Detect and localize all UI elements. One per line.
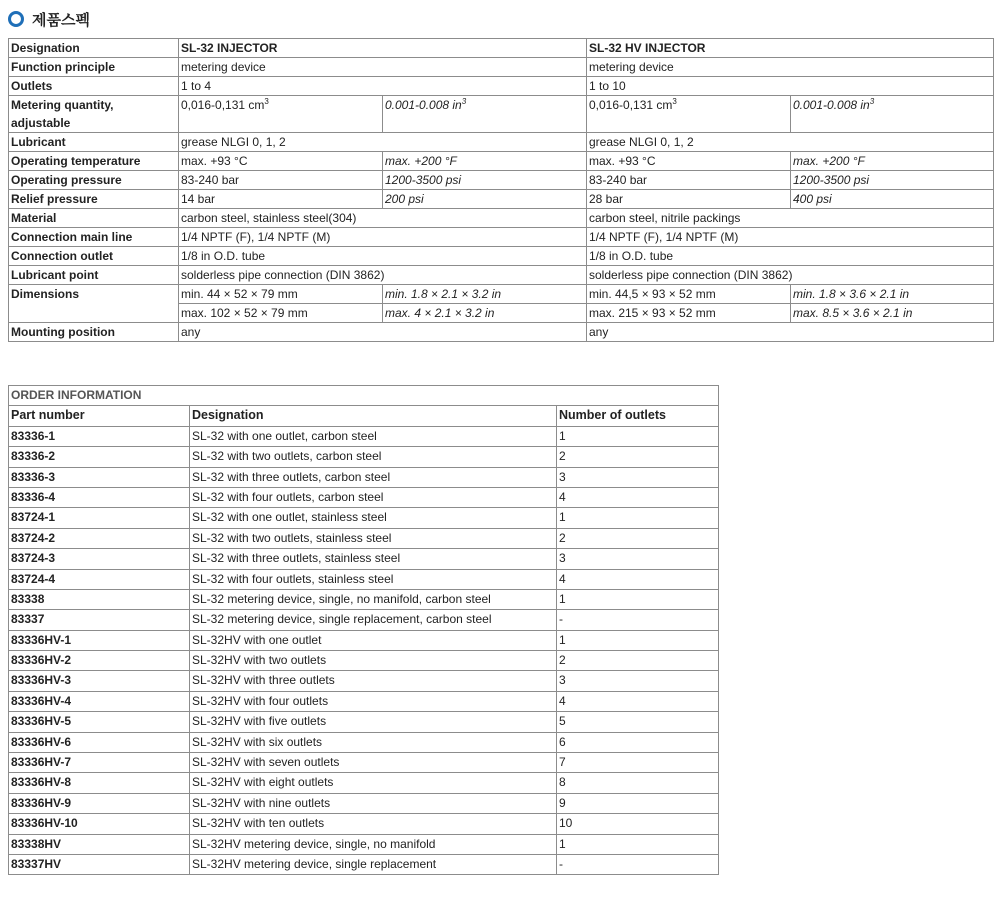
- spec-value: 1/4 NPTF (F), 1/4 NPTF (M): [587, 228, 994, 247]
- spec-row-relief: [9, 190, 994, 209]
- order-part-number: 83336-2: [9, 447, 190, 467]
- spec-value: [587, 96, 791, 133]
- order-part-number: 83336HV-1: [9, 630, 190, 650]
- order-designation: SL-32HV with ten outlets: [190, 814, 557, 834]
- superscript: 3: [869, 97, 875, 106]
- spec-label: Connection outlet: [9, 247, 179, 266]
- order-outlets: 1: [557, 630, 719, 650]
- spec-value: 1/4 NPTF (F), 1/4 NPTF (M): [179, 228, 587, 247]
- spec-row-op-temp: [9, 152, 994, 171]
- order-part-number: 83724-2: [9, 528, 190, 548]
- order-row: [9, 426, 719, 446]
- spec-value: max. +93 °C: [179, 152, 383, 171]
- spec-value: 200 psi: [383, 190, 587, 209]
- spec-label: Designation: [9, 39, 179, 58]
- order-row: [9, 549, 719, 569]
- order-outlets: 2: [557, 447, 719, 467]
- superscript: 3: [672, 97, 677, 106]
- spec-value: 1200-3500 psi: [791, 171, 994, 190]
- spec-value: any: [587, 323, 994, 342]
- order-outlets: 1: [557, 589, 719, 609]
- order-row: [9, 814, 719, 834]
- spec-label: Dimensions: [9, 285, 179, 323]
- order-header-outlets: Number of outlets: [557, 406, 719, 426]
- spec-value: max. +200 °F: [791, 152, 994, 171]
- spec-label: Outlets: [9, 77, 179, 96]
- order-part-number: 83337: [9, 610, 190, 630]
- order-designation: SL-32 metering device, single, no manifold, carbon steel: [190, 589, 557, 609]
- order-designation: SL-32HV with nine outlets: [190, 793, 557, 813]
- order-designation: SL-32HV with five outlets: [190, 712, 557, 732]
- order-outlets: 9: [557, 793, 719, 813]
- spec-value-text: 0.001-0.008 in: [793, 98, 870, 112]
- spec-value: min. 44,5 × 93 × 52 mm: [587, 285, 791, 304]
- spec-label: Material: [9, 209, 179, 228]
- spec-row-mounting: [9, 323, 994, 342]
- order-outlets: 3: [557, 467, 719, 487]
- order-header-row: [9, 406, 719, 426]
- order-outlets: 1: [557, 834, 719, 854]
- spec-value-text: 0.001-0.008 in: [385, 98, 462, 112]
- order-part-number: 83336HV-6: [9, 732, 190, 752]
- order-designation: SL-32HV metering device, single replacement: [190, 854, 557, 874]
- order-outlets: 7: [557, 753, 719, 773]
- spec-value: metering device: [179, 58, 587, 77]
- order-row: [9, 732, 719, 752]
- spec-row-outlets: [9, 77, 994, 96]
- order-part-number: 83336HV-3: [9, 671, 190, 691]
- order-caption: ORDER INFORMATION: [9, 386, 719, 406]
- order-outlets: 6: [557, 732, 719, 752]
- spec-col-sl32: SL-32 INJECTOR: [179, 39, 587, 58]
- spec-label: Operating pressure: [9, 171, 179, 190]
- spec-value: max. 102 × 52 × 79 mm: [179, 304, 383, 323]
- section-heading: [8, 8, 90, 30]
- order-outlets: 8: [557, 773, 719, 793]
- spec-col-sl32hv: SL-32 HV INJECTOR: [587, 39, 994, 58]
- spec-value: 1/8 in O.D. tube: [179, 247, 587, 266]
- order-outlets: 1: [557, 508, 719, 528]
- spec-row-header: [9, 39, 994, 58]
- order-part-number: 83338HV: [9, 834, 190, 854]
- order-row: [9, 793, 719, 813]
- order-table: [8, 385, 719, 875]
- spec-value: solderless pipe connection (DIN 3862): [179, 266, 587, 285]
- order-part-number: 83724-4: [9, 569, 190, 589]
- spec-value: 1 to 4: [179, 77, 587, 96]
- spec-value: min. 44 × 52 × 79 mm: [179, 285, 383, 304]
- spec-value-text: 0,016-0,131 cm: [181, 98, 265, 112]
- spec-value: 400 psi: [791, 190, 994, 209]
- spec-value: min. 1.8 × 2.1 × 3.2 in: [383, 285, 587, 304]
- spec-value: 1 to 10: [587, 77, 994, 96]
- spec-value: any: [179, 323, 587, 342]
- order-designation: SL-32HV with six outlets: [190, 732, 557, 752]
- order-row: [9, 834, 719, 854]
- order-designation: SL-32HV metering device, single, no manifold: [190, 834, 557, 854]
- spec-value: carbon steel, nitrile packings: [587, 209, 994, 228]
- order-row: [9, 854, 719, 874]
- order-designation: SL-32 with one outlet, carbon steel: [190, 426, 557, 446]
- order-designation: SL-32HV with eight outlets: [190, 773, 557, 793]
- order-caption-row: [9, 386, 719, 406]
- order-designation: SL-32 with one outlet, stainless steel: [190, 508, 557, 528]
- order-outlets: 2: [557, 528, 719, 548]
- spec-label: Lubricant point: [9, 266, 179, 285]
- spec-label: Relief pressure: [9, 190, 179, 209]
- order-part-number: 83336HV-2: [9, 651, 190, 671]
- order-designation: SL-32HV with three outlets: [190, 671, 557, 691]
- spec-value: [791, 96, 994, 133]
- spec-value: solderless pipe connection (DIN 3862): [587, 266, 994, 285]
- spec-row-op-press: [9, 171, 994, 190]
- order-row: [9, 753, 719, 773]
- spec-label: Operating temperature: [9, 152, 179, 171]
- spec-table: [8, 38, 994, 342]
- order-row: [9, 569, 719, 589]
- order-row: [9, 447, 719, 467]
- order-outlets: 4: [557, 569, 719, 589]
- spec-label: Metering quantity, adjustable: [9, 96, 179, 133]
- spec-value: min. 1.8 × 3.6 × 2.1 in: [791, 285, 994, 304]
- order-outlets: 2: [557, 651, 719, 671]
- circle-bullet-icon: [8, 11, 24, 27]
- order-row: [9, 589, 719, 609]
- spec-value: [179, 96, 383, 133]
- superscript: 3: [461, 97, 467, 106]
- spec-row-lub-point: [9, 266, 994, 285]
- order-designation: SL-32 with four outlets, carbon steel: [190, 487, 557, 507]
- order-outlets: 1: [557, 426, 719, 446]
- spec-value: max. 8.5 × 3.6 × 2.1 in: [791, 304, 994, 323]
- order-row: [9, 651, 719, 671]
- order-outlets: 10: [557, 814, 719, 834]
- spec-row-conn-main: [9, 228, 994, 247]
- spec-value: grease NLGI 0, 1, 2: [179, 133, 587, 152]
- spec-value: metering device: [587, 58, 994, 77]
- spec-row-function: [9, 58, 994, 77]
- order-designation: SL-32 with four outlets, stainless steel: [190, 569, 557, 589]
- order-part-number: 83336HV-4: [9, 691, 190, 711]
- order-row: [9, 773, 719, 793]
- order-row: [9, 630, 719, 650]
- spec-value: grease NLGI 0, 1, 2: [587, 133, 994, 152]
- spec-value: max. 4 × 2.1 × 3.2 in: [383, 304, 587, 323]
- spec-row-material: [9, 209, 994, 228]
- order-designation: SL-32HV with two outlets: [190, 651, 557, 671]
- spec-row-dims-min: [9, 285, 994, 304]
- order-part-number: 83336-3: [9, 467, 190, 487]
- order-part-number: 83724-3: [9, 549, 190, 569]
- spec-value: 28 bar: [587, 190, 791, 209]
- order-header-designation: Designation: [190, 406, 557, 426]
- order-row: [9, 610, 719, 630]
- order-row: [9, 691, 719, 711]
- order-row: [9, 508, 719, 528]
- order-part-number: 83336HV-8: [9, 773, 190, 793]
- order-outlets: -: [557, 610, 719, 630]
- order-row: [9, 487, 719, 507]
- order-outlets: 4: [557, 487, 719, 507]
- order-part-number: 83336HV-9: [9, 793, 190, 813]
- order-part-number: 83336-4: [9, 487, 190, 507]
- order-part-number: 83336HV-5: [9, 712, 190, 732]
- order-part-number: 83338: [9, 589, 190, 609]
- spec-label: Mounting position: [9, 323, 179, 342]
- order-header-part: Part number: [9, 406, 190, 426]
- order-outlets: 3: [557, 671, 719, 691]
- order-designation: SL-32HV with seven outlets: [190, 753, 557, 773]
- spec-label: Connection main line: [9, 228, 179, 247]
- order-designation: SL-32HV with four outlets: [190, 691, 557, 711]
- section-title: 제품스펙: [32, 10, 90, 29]
- spec-value: [383, 96, 587, 133]
- order-row: [9, 467, 719, 487]
- order-part-number: 83724-1: [9, 508, 190, 528]
- order-row: [9, 528, 719, 548]
- spec-row-lubricant: [9, 133, 994, 152]
- superscript: 3: [264, 97, 269, 106]
- order-designation: SL-32 with three outlets, stainless steel: [190, 549, 557, 569]
- spec-value: 1200-3500 psi: [383, 171, 587, 190]
- spec-value: max. +200 °F: [383, 152, 587, 171]
- order-designation: SL-32 with three outlets, carbon steel: [190, 467, 557, 487]
- spec-row-metering: [9, 96, 994, 133]
- spec-row-conn-out: [9, 247, 994, 266]
- order-designation: SL-32 with two outlets, carbon steel: [190, 447, 557, 467]
- order-row: [9, 671, 719, 691]
- spec-value: 1/8 in O.D. tube: [587, 247, 994, 266]
- order-part-number: 83336HV-10: [9, 814, 190, 834]
- order-body: [9, 426, 719, 875]
- order-designation: SL-32 with two outlets, stainless steel: [190, 528, 557, 548]
- order-outlets: 3: [557, 549, 719, 569]
- spec-label: Lubricant: [9, 133, 179, 152]
- spec-value: 83-240 bar: [587, 171, 791, 190]
- order-designation: SL-32HV with one outlet: [190, 630, 557, 650]
- spec-value: 14 bar: [179, 190, 383, 209]
- spec-label: Function principle: [9, 58, 179, 77]
- order-part-number: 83336HV-7: [9, 753, 190, 773]
- spec-value: carbon steel, stainless steel(304): [179, 209, 587, 228]
- order-part-number: 83336-1: [9, 426, 190, 446]
- spec-value: max. 215 × 93 × 52 mm: [587, 304, 791, 323]
- order-outlets: 4: [557, 691, 719, 711]
- order-row: [9, 712, 719, 732]
- order-designation: SL-32 metering device, single replacement, carbon steel: [190, 610, 557, 630]
- spec-value: 83-240 bar: [179, 171, 383, 190]
- spec-value-text: 0,016-0,131 cm: [589, 98, 673, 112]
- order-part-number: 83337HV: [9, 854, 190, 874]
- order-outlets: 5: [557, 712, 719, 732]
- order-outlets: -: [557, 854, 719, 874]
- spec-value: max. +93 °C: [587, 152, 791, 171]
